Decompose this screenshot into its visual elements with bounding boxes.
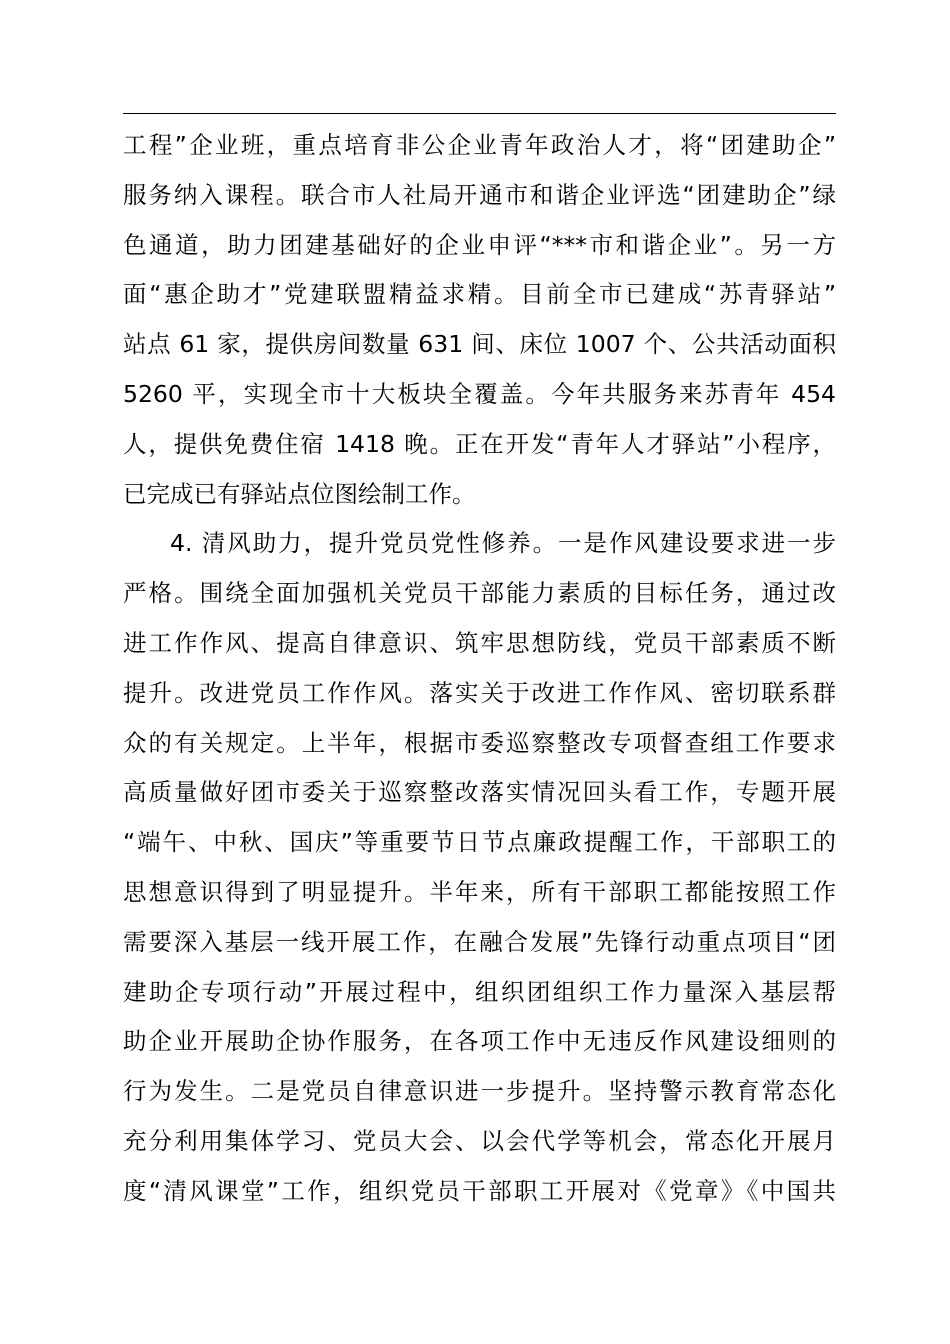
document-body: [123, 121, 836, 1217]
text-line: 服务纳入课程。联合市人社局开通市和谐企业评选“团建助企”绿: [123, 180, 836, 209]
text-line: 站点 61 家，提供房间数量 631 间、床位 1007 个、公共活动面积: [123, 330, 836, 359]
text-line: 度“清风课堂”工作，组织党员干部职工开展对《党章》《中国共: [123, 1176, 836, 1205]
text-line: 工程”企业班，重点培育非公企业青年政治人才，将“团建助企”: [123, 131, 836, 159]
text-line: 严格。围绕全面加强机关党员干部能力素质的目标任务，通过改: [123, 579, 836, 608]
text-line: 建助企专项行动”开展过程中，组织团组织工作力量深入基层帮: [123, 977, 836, 1006]
text-line: 已完成已有驿站点位图绘制工作。: [123, 479, 476, 508]
text-line: 5260 平，实现全市十大板块全覆盖。今年共服务来苏青年 454: [123, 379, 836, 408]
text-line: 需要深入基层一线开展工作，在融合发展”先锋行动重点项目“团: [123, 927, 836, 956]
text-line: 进工作作风、提高自律意识、筑牢思想防线，党员干部素质不断: [123, 628, 836, 657]
text-line: 提升。改进党员工作作风。落实关于改进工作作风、密切联系群: [123, 678, 836, 707]
text-line: 色通道，助力团建基础好的企业申评“***市和谐企业”。另一方: [123, 230, 836, 259]
paragraph: [123, 121, 836, 519]
text-line: 4. 清风助力，提升党员党性修养。一是作风建设要求进一步: [170, 529, 836, 558]
text-line: 助企业开展助企协作服务，在各项工作中无违反作风建设细则的: [123, 1027, 836, 1056]
paragraph: [123, 519, 836, 1216]
text-line: 众的有关规定。上半年，根据市委巡察整改专项督查组工作要求: [123, 728, 836, 757]
text-line: 面“惠企助才”党建联盟精益求精。目前全市已建成“苏青驿站”: [123, 280, 836, 309]
text-line: 高质量做好团市委关于巡察整改落实情况回头看工作，专题开展: [123, 778, 836, 807]
text-line: 行为发生。二是党员自律意识进一步提升。坚持警示教育常态化: [123, 1077, 836, 1106]
text-line: “端午、中秋、国庆”等重要节日节点廉政提醒工作，干部职工的: [123, 828, 836, 857]
text-line: 人，提供免费住宿 1418 晚。正在开发“青年人才驿站”小程序，: [123, 429, 836, 458]
text-line: 充分利用集体学习、党员大会、以会代学等机会，常态化开展月: [123, 1126, 836, 1155]
text-line: 思想意识得到了明显提升。半年来，所有干部职工都能按照工作: [123, 877, 836, 906]
header-rule: [123, 113, 836, 114]
